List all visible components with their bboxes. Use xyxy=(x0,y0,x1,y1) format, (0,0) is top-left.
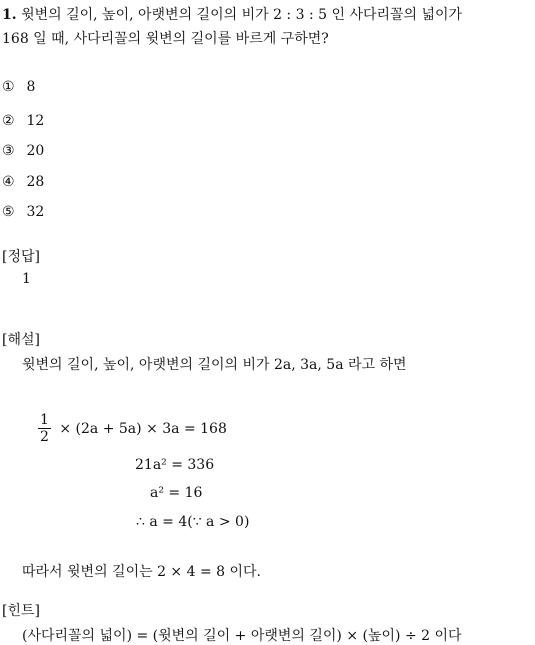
equation-1-rest: × (2a + 5a) × 3a = 168 xyxy=(59,421,227,437)
hint-text: (사다리꼴의 넓이) = (윗변의 길이 + 아랫변의 길이) × (높이) ÷ 2 이다 xyxy=(22,628,462,644)
option-1[interactable] xyxy=(2,79,35,95)
option-marker: ④ xyxy=(2,174,15,190)
option-value: 32 xyxy=(26,204,45,220)
answer-label: [정답] xyxy=(2,249,40,265)
option-3[interactable] xyxy=(2,143,44,159)
equation-3: a² = 16 xyxy=(150,485,203,501)
question-line-1 xyxy=(2,4,462,24)
fraction-numerator: 1 xyxy=(40,412,49,428)
explanation-label: [해설] xyxy=(2,332,40,348)
question-text-1: 윗변의 길이, 높이, 아랫변의 길이의 비가 2 : 3 : 5 인 사다리꼴의 넓이가 xyxy=(21,7,463,23)
answer-value: 1 xyxy=(22,271,31,287)
option-value: 8 xyxy=(26,79,36,95)
explanation-intro: 윗변의 길이, 높이, 아랫변의 길이의 비가 2a, 3a, 5a 라고 하면 xyxy=(22,357,407,373)
explanation-conclusion: 따라서 윗변의 길이는 2 × 4 = 8 이다. xyxy=(22,564,261,580)
question-line-2: 168 일 때, 사다리꼴의 윗변의 길이를 바르게 구하면? xyxy=(2,31,329,47)
option-value: 12 xyxy=(26,113,45,129)
option-marker: ② xyxy=(2,113,15,129)
option-2[interactable] xyxy=(2,113,44,129)
option-5[interactable] xyxy=(2,204,44,220)
equation-4: ∴ a = 4(∵ a > 0) xyxy=(136,514,250,530)
option-4[interactable] xyxy=(2,174,44,190)
option-marker: ① xyxy=(2,79,15,95)
hint-label: [힌트] xyxy=(2,603,40,619)
option-value: 20 xyxy=(26,143,45,159)
option-marker: ⑤ xyxy=(2,204,15,220)
option-value: 28 xyxy=(26,174,45,190)
question-number: 1. xyxy=(2,7,17,23)
equation-1 xyxy=(38,413,227,445)
fraction-denominator: 2 xyxy=(40,429,49,445)
equation-2: 21a² = 336 xyxy=(135,457,215,473)
option-marker: ③ xyxy=(2,143,15,159)
fraction-half xyxy=(38,413,51,445)
